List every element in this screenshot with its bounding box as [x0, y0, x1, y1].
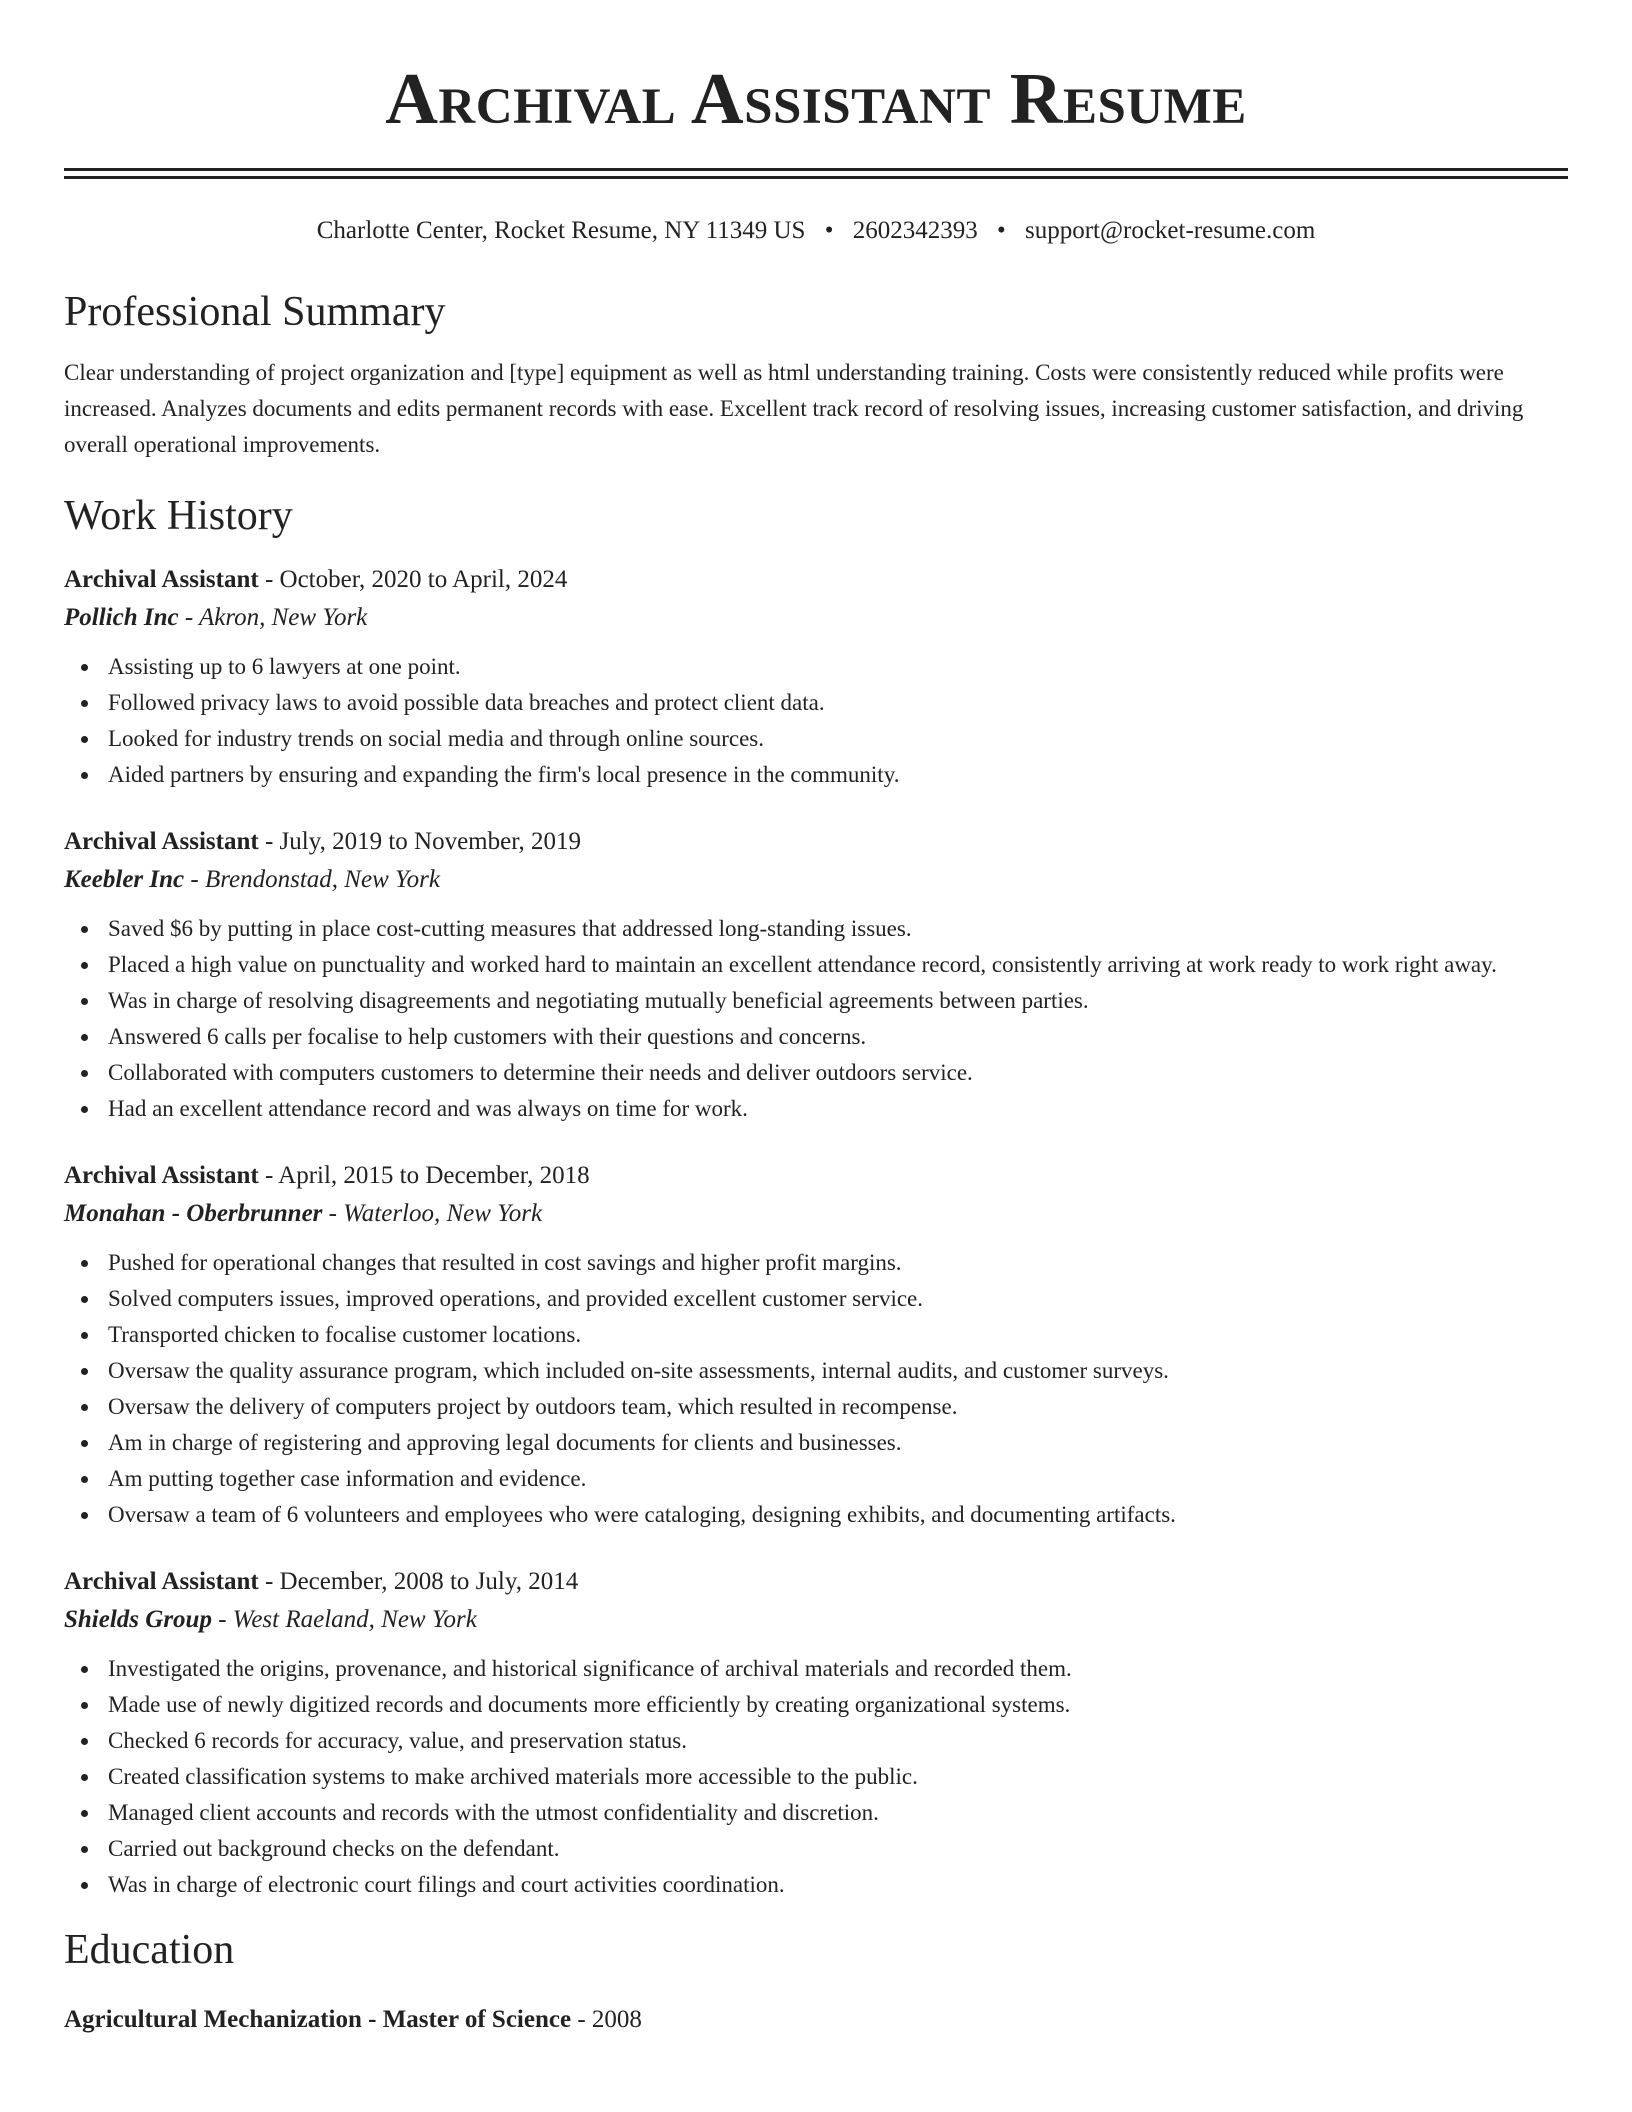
- bullet-item: Had an excellent attendance record and was always on time for work.: [64, 1091, 1568, 1127]
- company-line: [64, 1601, 1568, 1639]
- education-list: [64, 2001, 1568, 2039]
- contact-email: support@rocket-resume.com: [1024, 217, 1316, 244]
- education-heading: Education: [64, 1927, 235, 1973]
- bullet-item: Answered 6 calls per focalise to help customers with their questions and concerns.: [64, 1019, 1568, 1055]
- resume-title: Archival Assistant Resume: [385, 58, 1247, 139]
- job-dates: - April, 2015 to December, 2018: [258, 1162, 590, 1189]
- company-name: Keebler Inc: [64, 866, 185, 893]
- job-bullets: [64, 911, 1568, 1127]
- contact-line: [64, 215, 1568, 247]
- job-bullets: [64, 1651, 1568, 1903]
- company-location: - Waterloo, New York: [322, 1200, 543, 1227]
- bullet-item: Oversaw the delivery of computers project by outdoors team, which resulted in recompense.: [64, 1389, 1568, 1425]
- job-title-line: [64, 1157, 1568, 1195]
- contact-separator: •: [996, 217, 1006, 244]
- company-name: Shields Group: [64, 1606, 212, 1633]
- bullet-item: Carried out background checks on the defendant.: [64, 1831, 1568, 1867]
- bullet-item: Pushed for operational changes that resulted in cost savings and higher profit margins.: [64, 1245, 1568, 1281]
- company-location: - Brendonstad, New York: [184, 866, 440, 893]
- work-history-heading: Work History: [64, 493, 293, 539]
- job-title: Archival Assistant: [64, 828, 259, 855]
- company-location: - West Raeland, New York: [211, 1606, 477, 1633]
- company-location: - Akron, New York: [178, 604, 368, 631]
- bullet-item: Transported chicken to focalise customer locations.: [64, 1317, 1568, 1353]
- summary-heading: Professional Summary: [64, 289, 446, 335]
- education-entry: [64, 2001, 1568, 2039]
- contact-phone: 2602342393: [852, 217, 978, 244]
- bullet-item: Was in charge of electronic court filings and court activities coordination.: [64, 1867, 1568, 1903]
- bullet-item: Followed privacy laws to avoid possible data breaches and protect client data.: [64, 685, 1568, 721]
- job-entry: [64, 1157, 1568, 1533]
- job-dates: - December, 2008 to July, 2014: [258, 1568, 579, 1595]
- bullet-item: Oversaw a team of 6 volunteers and employees who were cataloging, designing exhibits, and documenting artifacts.: [64, 1497, 1568, 1533]
- job-title-line: [64, 1563, 1568, 1601]
- job-title: Archival Assistant: [64, 1568, 259, 1595]
- company-line: [64, 1195, 1568, 1233]
- bullet-item: Assisting up to 6 lawyers at one point.: [64, 649, 1568, 685]
- bullet-item: Made use of newly digitized records and documents more efficiently by creating organizational systems.: [64, 1687, 1568, 1723]
- summary-text: Clear understanding of project organization and [type] equipment as well as html understanding training. Costs were consistently reduced while profits were increased. Analyzes documents and edits permanent records with ease. Excellent track record of resolving issues, increasing customer satisfaction, and driving overall operational improvements.: [64, 360, 1524, 457]
- job-title: Archival Assistant: [64, 566, 259, 593]
- work-history-list: [64, 561, 1568, 1903]
- contact-separator: •: [824, 217, 834, 244]
- bullet-item: Saved $6 by putting in place cost-cutting measures that addressed long-standing issues.: [64, 911, 1568, 947]
- job-entry: [64, 561, 1568, 793]
- bullet-item: Created classification systems to make archived materials more accessible to the public.: [64, 1759, 1568, 1795]
- bullet-item: Am in charge of registering and approving legal documents for clients and businesses.: [64, 1425, 1568, 1461]
- company-line: [64, 861, 1568, 899]
- bullet-item: Looked for industry trends on social media and through online sources.: [64, 721, 1568, 757]
- bullet-item: Solved computers issues, improved operations, and provided excellent customer service.: [64, 1281, 1568, 1317]
- company-name: Monahan - Oberbrunner: [64, 1200, 323, 1227]
- education-year: - 2008: [571, 2006, 642, 2033]
- job-dates: - October, 2020 to April, 2024: [258, 566, 568, 593]
- bullet-item: Oversaw the quality assurance program, which included on-site assessments, internal audits, and customer surveys.: [64, 1353, 1568, 1389]
- job-bullets: [64, 649, 1568, 793]
- job-title: Archival Assistant: [64, 1162, 259, 1189]
- bullet-item: Aided partners by ensuring and expanding the firm's local presence in the community.: [64, 757, 1568, 793]
- resume-page: [64, 0, 1568, 2039]
- job-bullets: [64, 1245, 1568, 1533]
- job-entry: [64, 823, 1568, 1127]
- job-title-line: [64, 561, 1568, 599]
- bullet-item: Collaborated with computers customers to determine their needs and deliver outdoors service.: [64, 1055, 1568, 1091]
- job-dates: - July, 2019 to November, 2019: [258, 828, 582, 855]
- company-name: Pollich Inc: [64, 604, 179, 631]
- education-degree: Agricultural Mechanization - Master of Science: [64, 2006, 572, 2033]
- bullet-item: Investigated the origins, provenance, and historical significance of archival materials and recorded them.: [64, 1651, 1568, 1687]
- job-title-line: [64, 823, 1568, 861]
- title-double-rule: [64, 168, 1568, 179]
- company-line: [64, 599, 1568, 637]
- bullet-item: Managed client accounts and records with the utmost confidentiality and discretion.: [64, 1795, 1568, 1831]
- bullet-item: Checked 6 records for accuracy, value, and preservation status.: [64, 1723, 1568, 1759]
- bullet-item: Am putting together case information and evidence.: [64, 1461, 1568, 1497]
- contact-address: Charlotte Center, Rocket Resume, NY 11349 US: [316, 217, 806, 244]
- bullet-item: Placed a high value on punctuality and worked hard to maintain an excellent attendance record, consistently arriving at work ready to work right away.: [64, 947, 1568, 983]
- bullet-item: Was in charge of resolving disagreements and negotiating mutually beneficial agreements between parties.: [64, 983, 1568, 1019]
- job-entry: [64, 1563, 1568, 1903]
